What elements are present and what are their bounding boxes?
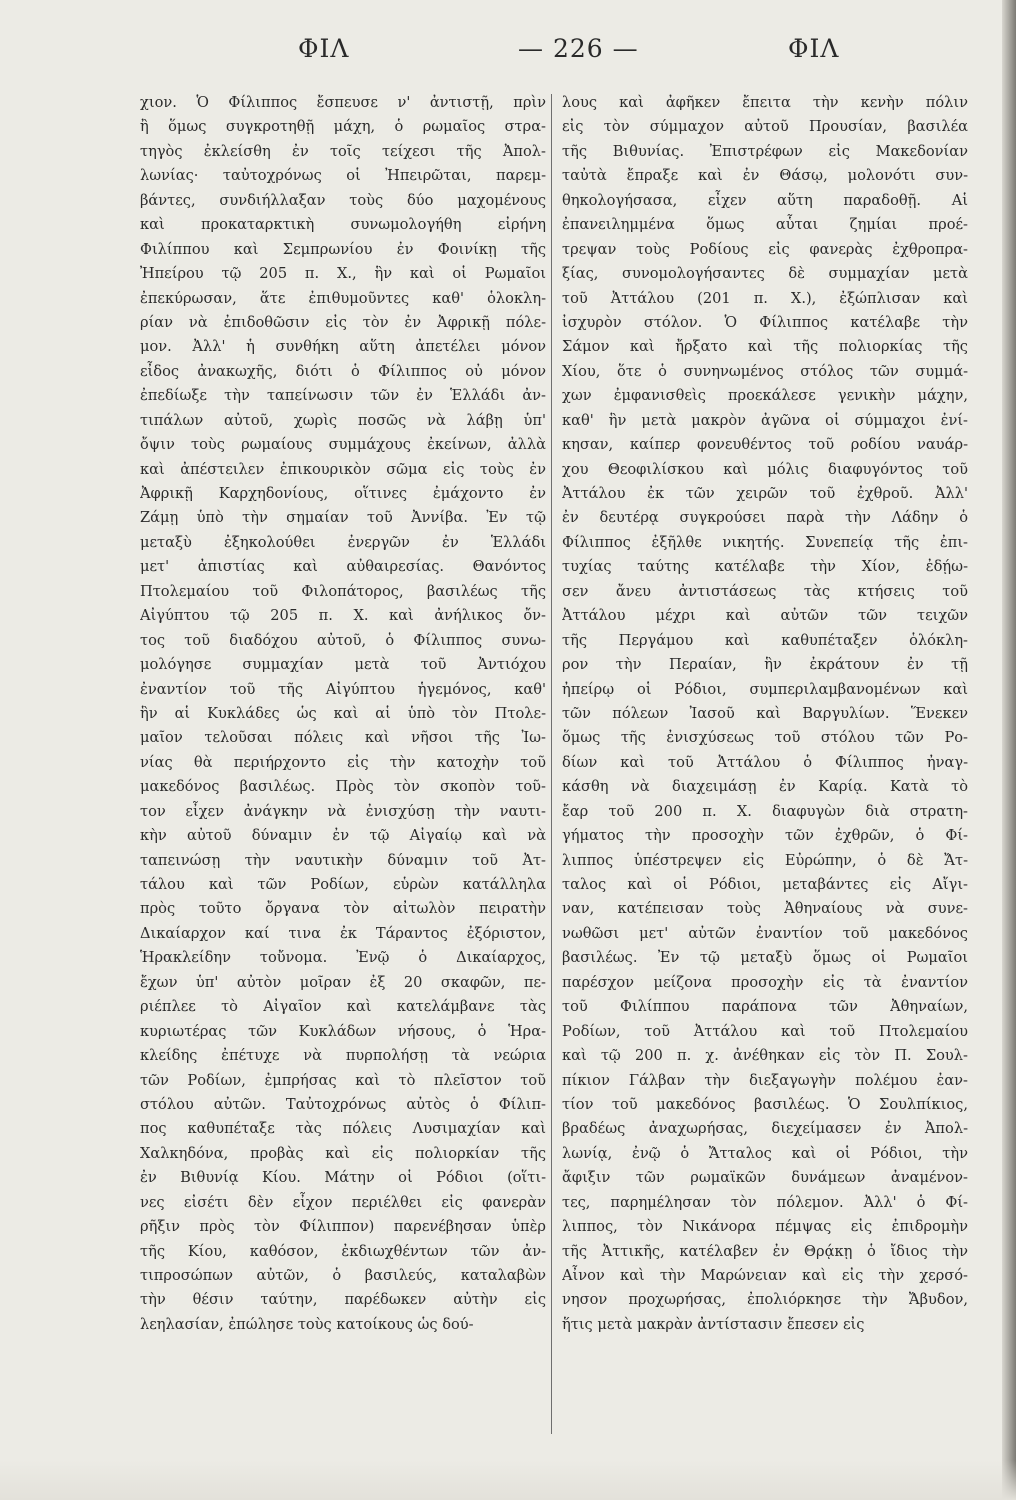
text-line: ταπεινώσῃ τὴν ναυτικὴν δύναμιν τοῦ Ἀτ- [140,851,546,869]
text-line: τρεψαν τοὺς Ροδίους εἰς φανερὰς ἐχθροπρα- [562,240,968,258]
text-line: Πτολεμαίου τοῦ Φιλοπάτορος, βασιλέως τῆς [140,582,546,600]
text-line: κυριωτέρας τῶν Κυκλάδων νήσους, ὁ Ἡρα- [140,1022,546,1040]
text-line: βραδέως ἀναχωρήσας, διεχείμασεν ἐν Ἀπολ- [562,1120,968,1138]
text-line: κλείδης ἐπέτυχε νὰ πυρπολήσῃ τὰ νεώρια [140,1047,546,1065]
text-line: τῆς Περγάμου καὶ καθυπέταξεν ὁλόκλη- [562,631,968,649]
text-line: βάντες, συνδιήλλαξαν τοὺς δύο μαχομένους [140,191,546,209]
text-line: τοῦ Ἀττάλου (201 π. Χ.), ἐξώπλισαν καὶ [562,289,968,307]
text-line: Χαλκηδόνα, προβὰς καὶ εἰς πολιορκίαν τῆς [140,1144,546,1162]
text-line: νωθῶσι μετ' αὐτῶν ἐναντίον τοῦ μακεδόνος [562,924,968,942]
text-line: Σάμον καὶ ἤρξατο καὶ τῆς πολιορκίας τῆς [562,338,968,356]
text-line: ἐπεδίωξε τὴν ταπείνωσιν τῶν ἐν Ἑλλάδι ἀν- [140,387,546,405]
text-line: μολόγησε συμμαχίαν μετὰ τοῦ Ἀντιόχου [140,656,546,674]
text-line: γήματος τὴν προσοχὴν τῶν ἐχθρῶν, ὁ Φί- [562,827,968,845]
text-line: ὅμως τῆς ἐνισχύσεως τοῦ στόλου τῶν Ρο- [562,729,968,747]
text-line: βασιλέως. Ἐν τῷ μεταξὺ ὅμως οἱ Ρωμαῖοι [562,949,968,967]
book-spine-shadow [1002,0,1016,1500]
text-line: σεν ἄνευ ἀντιστάσεως τὰς κτήσεις τοῦ [562,582,968,600]
text-line: νησον προχωρήσας, ἐπολιόρκησε τὴν Ἄβυδον, [562,1291,968,1309]
text-line: Αἰγύπτου τῷ 205 π. Χ. καὶ ἀνήλικος ὄν- [140,607,546,625]
text-line: παρέσχον μείζονα προσοχὴν εἰς τὰ ἐναντίον [562,973,968,991]
text-line: Ἀττάλου ἐκ τῶν χειρῶν τοῦ ἐχθροῦ. Ἀλλ' [562,485,968,502]
text-line: λωνίας· ταὐτοχρόνως οἱ Ἠπειρῶται, παρεμ- [140,167,546,185]
text-line: τάλου καὶ τῶν Ροδίων, εὑρὼν κατάλληλα [140,876,546,893]
right-text-column [562,91,968,1337]
text-line: ἐπανειλημμένα ὅμως αὗται ζημίαι προέ- [562,216,968,234]
text-line: τῆς Κίου, καθόσον, ἐκδιωχθέντων τῶν ἀν- [140,1242,546,1260]
text-line: καθ' ἣν μετὰ μακρὸν ἀγῶνα οἱ σύμμαχοι ἐνί- [562,411,968,429]
text-line: μον. Ἀλλ' ἡ συνθήκη αὕτη ἀπετέλει μόνον [140,338,546,356]
text-line: κάσθη νὰ διαχειμάσῃ ἐν Καρίᾳ. Κατὰ τὸ [562,778,968,796]
text-line: Ἠπείρου τῷ 205 π. Χ., ἣν καὶ οἱ Ρωμαῖοι [140,265,546,283]
page-number: — 226 — [518,34,639,63]
text-line: τιπάλων αὐτοῦ, χωρὶς ποσῶς νὰ λάβῃ ὑπ' [140,411,546,429]
text-line: δίων καὶ τοῦ Ἀττάλου ὁ Φίλιππος ἠναγ- [562,753,968,771]
text-line: ἐν Βιθυνίᾳ Κίου. Μάτην οἱ Ρόδιοι (οἵτι- [140,1169,546,1187]
text-line: τὴν θέσιν ταύτην, παρέδωκεν αὐτὴν εἰς [140,1291,546,1309]
text-line: στόλου αὐτῶν. Ταὐτοχρόνως αὐτὸς ὁ Φίλιπ- [140,1095,546,1113]
text-line: κὴν αὐτοῦ δύναμιν ἐν τῷ Αἰγαίῳ καὶ νὰ [140,827,546,845]
text-line: τιπροσώπων αὐτῶν, ὁ βασιλεύς, καταλαβὼν [140,1267,546,1284]
text-line: νες εἰσέτι δὲν εἶχον περιέλθει εἰς φανερὰν [140,1193,546,1211]
text-line: τον εἶχεν ἀνάγκην νὰ ἐνισχύσῃ τὴν ναυτι- [140,802,546,820]
text-line: ρον τὴν Περαίαν, ἣν ἐκράτουν ἐν τῇ [562,656,968,674]
text-line: λωνίᾳ, ἐνῷ ὁ Ἄτταλος καὶ οἱ Ρόδιοι, τὴν [562,1144,968,1162]
text-line: εἶδος ἀνακωχῆς, διότι ὁ Φίλιππος οὐ μόνον [140,362,546,380]
text-line: πίκιον Γάλβαν τὴν διεξαγωγὴν πολέμου ἐαν- [562,1071,968,1089]
text-line: ταὐτὰ ἔπραξε καὶ ἐν Θάσῳ, μολονότι συν- [562,167,968,185]
text-line: πρὸς τοῦτο ὄργανα τὸν αἰτωλὸν πειρατὴν [140,900,546,918]
text-line: Ροδίων, τοῦ Ἀττάλου καὶ τοῦ Πτολεμαίου [562,1022,968,1040]
text-line: ἥτις μετὰ μακρὰν ἀντίστασιν ἔπεσεν εἰς [562,1315,865,1333]
text-line: τίον τοῦ μακεδόνος βασιλέως. Ὁ Σουλπίκιος, [562,1095,968,1113]
text-line: ἰσχυρὸν στόλον. Ὁ Φίλιππος κατέλαβε τὴν [562,313,968,331]
text-line: ναν, κατέπεισαν τοὺς Ἀθηναίους νὰ συνε- [562,900,968,918]
text-line: λους καὶ ἀφῆκεν ἔπειτα τὴν κενὴν πόλιν [562,94,968,111]
text-line: Δικαίαρχον καί τινα ἐκ Τάραντος ἐξόριστον, [140,924,546,942]
text-line: τες, παρημέλησαν τὸν πόλεμον. Ἀλλ' ὁ Φί- [562,1193,968,1211]
header-right-keyword: ΦΙΛ [788,34,840,63]
text-line: ταλος καὶ οἱ Ρόδιοι, μεταβάντες εἰς Αἴγι- [562,876,968,893]
text-line: ἔχων ὑπ' αὐτὸν μοῖραν ἐξ 20 σκαφῶν, πε- [140,973,546,991]
text-line: ξίας, συνομολογήσαντες δὲ συμμαχίαν μετὰ [562,265,968,283]
text-line: ριέπλεε τὸ Αἰγαῖον καὶ κατελάμβανε τὰς [140,998,546,1016]
text-line: Ἀττάλου μέχρι καὶ αὐτῶν τῶν τειχῶν [562,607,968,625]
text-line: ἐπεκύρωσαν, ἅτε ἐπιθυμοῦντες καθ' ὁλοκλη- [140,289,546,307]
text-line: μεταξὺ ἐξηκολούθει ἐνεργῶν ἐν Ἑλλάδι [140,533,546,551]
text-line: πος καθυπέταξε τὰς πόλεις Λυσιμαχίαν καὶ [140,1120,546,1138]
header-left-keyword: ΦΙΛ [298,34,350,63]
text-line: θηκολογήσασα, εἶχεν αὕτη παραδοθῇ. Αἱ [562,191,968,209]
text-line: ἣν αἱ Κυκλάδες ὡς καὶ αἱ ὑπὸ τὸν Πτολε- [140,704,546,722]
text-line: ἐναντίον τοῦ τῆς Αἰγύπτου ἡγεμόνος, καθ' [140,680,546,698]
text-line: καὶ προκαταρκτικὴ συνωμολογήθη εἰρήνη [140,216,546,234]
text-line: Ζάμῃ ὑπὸ τὴν σημαίαν τοῦ Ἀννίβα. Ἐν τῷ [140,509,546,527]
text-line: τῶν Ροδίων, ἐμπρήσας καὶ τὸ πλεῖστον τοῦ [140,1071,546,1089]
text-line: Φίλιππος ἐξῆλθε νικητής. Συνεπείᾳ τῆς ἐπι- [562,533,968,551]
text-line: μακεδόνος βασιλέως. Πρὸς τὸν σκοπὸν τοῦ- [140,778,546,796]
text-line: ἄφιξιν τῶν ρωμαϊκῶν δυνάμεων ἀναμένον- [562,1169,968,1187]
text-line: ἢ ὅμως συγκροτηθῇ μάχη, ὁ ρωμαῖος στρα- [140,118,546,136]
left-text-column [140,91,546,1337]
text-line: μαῖον τελοῦσαι πόλεις καὶ νῆσοι τῆς Ἰω- [140,729,546,747]
text-line: λεηλασίαν, ἐπώλησε τοὺς κατοίκους ὡς δού- [140,1315,474,1333]
text-line: Χίου, ὅτε ὁ συνηνωμένος στόλος τῶν συμμά- [562,362,968,380]
text-line: ἔαρ τοῦ 200 π. Χ. διαφυγὼν διὰ στρατη- [562,802,968,820]
text-line: λιππος, τὸν Νικάνορα πέμψας εἰς ἐπιδρομὴν [562,1218,968,1236]
text-line: νίας θὰ περιήρχοντο εἰς τὴν κατοχὴν τοῦ [140,753,546,771]
text-line: χιον. Ὁ Φίλιππος ἔσπευσε ν' ἀντιστῇ, πρὶν [140,94,546,111]
text-line: ρῆξιν πρὸς τὸν Φίλιππον) παρενέβησαν ὑπὲρ [140,1218,546,1236]
text-line: Αἶνον καὶ τὴν Μαρώνειαν καὶ εἰς τὴν χερσό- [562,1267,968,1284]
text-line: τῆς Ἀττικῆς, κατέλαβεν ἐν Θρᾴκῃ ὁ ἴδιος τὴν [562,1242,968,1260]
text-line: κησαν, καίπερ φονευθέντος τοῦ ροδίου ναυάρ- [562,436,968,454]
text-line: ὄψιν τοὺς ρωμαίους συμμάχους ἐκείνων, ἀλλὰ [140,436,546,454]
text-line: τῶν πόλεων Ἰασοῦ καὶ Βαργυλίων. Ἕνεκεν [562,704,968,722]
text-line: ἐν δευτέρᾳ συγκρούσει παρὰ τὴν Λάδην ὁ [562,509,968,527]
text-line: Ἀφρικῇ Καρχηδονίους, οἵτινες ἐμάχοντο ἐν [140,485,546,502]
text-line: τηγὸς ἐκλείσθη ἐν τοῖς τείχεσι τῆς Ἀπολ- [140,142,546,160]
text-line: ἠπείρῳ οἱ Ρόδιοι, συμπεριλαμβανομένων καὶ [562,680,968,698]
text-line: Ἡρακλείδην τοὔνομα. Ἐνῷ ὁ Δικαίαρχος, [140,949,546,967]
text-line: τῆς Βιθυνίας. Ἐπιστρέφων εἰς Μακεδονίαν [562,142,968,160]
text-line: τυχίας ταύτης κατέλαβε τὴν Χίον, ἐδῄω- [562,558,968,576]
text-line: ρίαν νὰ ἐπιδοθῶσιν εἰς τὸν ἐν Ἀφρικῇ πόλε- [140,313,546,331]
text-line: τος τοῦ διαδόχου αὐτοῦ, ὁ Φίλιππος συνω- [140,631,546,649]
text-line: καὶ τῷ 200 π. χ. ἀνέθηκαν εἰς τὸν Π. Σουλ- [562,1047,968,1065]
text-line: εἰς τὸν σύμμαχον αὐτοῦ Προυσίαν, βασιλέα [562,118,968,136]
page-bottom-edge [0,1460,1016,1500]
text-line: μετ' ἀπιστίας καὶ αὐθαιρεσίας. Θανόντος [140,558,546,576]
text-line: χων ἐμφανισθεὶς προεκάλεσε γενικὴν μάχην, [562,387,968,405]
column-divider [551,94,552,1434]
text-line: χου Θεοφιλίσκου καὶ μόλις διαφυγόντος τοῦ [562,460,968,478]
text-line: καὶ ἀπέστειλεν ἐπικουρικὸν σῶμα εἰς τοὺς ἐν [140,460,546,478]
running-header [0,34,1016,74]
text-line: λιππος ὑπέστρεψεν εἰς Εὐρώπην, ὁ δὲ Ἄτ- [562,851,968,869]
text-line: τοῦ Φιλίππου παράπονα τῶν Ἀθηναίων, [562,998,968,1016]
text-line: Φιλίππου καὶ Σεμπρωνίου ἐν Φοινίκῃ τῆς [140,240,546,258]
